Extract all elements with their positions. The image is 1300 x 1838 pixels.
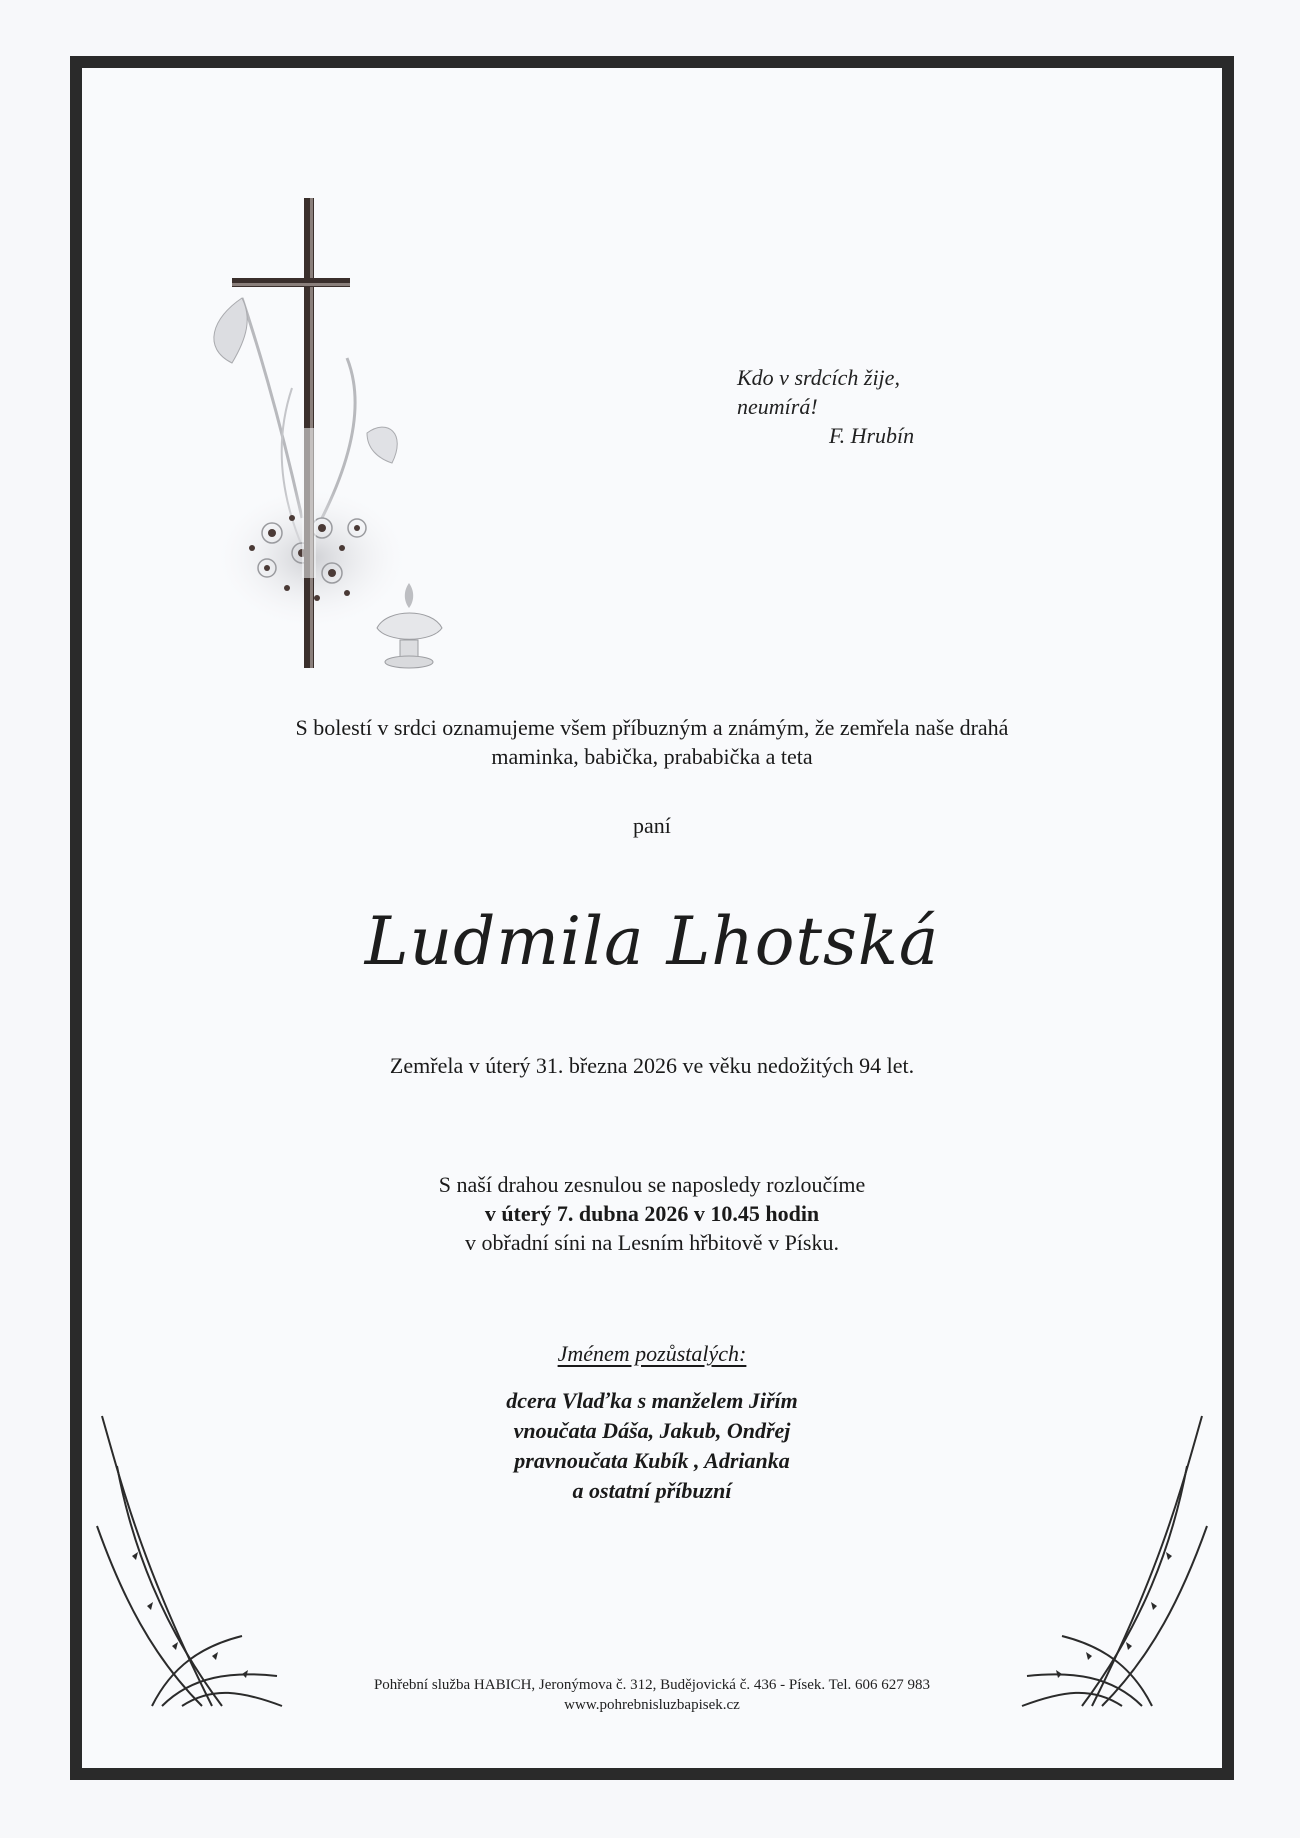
- quote: [737, 363, 914, 450]
- ornament-corner-icon: [92, 1406, 292, 1716]
- cross-with-flowers-icon: [172, 188, 472, 688]
- farewell-date: v úterý 7. dubna 2026 v 10.45 hodin: [484, 1201, 820, 1226]
- death-notice: Zemřela v úterý 31. března 2026 ve věku nedožitých 94 let.: [389, 1053, 915, 1078]
- quote-line-2: neumírá!: [737, 394, 818, 419]
- mourner-line: dcera Vlaďka s manželem Jiřím: [506, 1388, 798, 1413]
- funeral-service-info: Pohřební služba HABICH, Jeronýmova č. 312, Budějovická č. 436 - Písek. Tel. 606 627 983: [373, 1677, 931, 1693]
- funeral-service-website[interactable]: www.pohrebnisluzbapisek.cz: [564, 1697, 740, 1713]
- mourner-line: pravnoučata Kubík , Adrianka: [514, 1448, 790, 1473]
- quote-author: F. Hrubín: [829, 423, 915, 448]
- ornament-corner-icon: [1012, 1406, 1212, 1716]
- announcement-intro: [82, 713, 1222, 771]
- footer: [82, 1675, 1222, 1715]
- quote-line-1: Kdo v srdcích žije,: [737, 365, 900, 390]
- intro-line-1: S bolestí v srdci oznamujeme všem příbuzným a známým, že zemřela naše drahá: [295, 715, 1009, 740]
- honorific: paní: [633, 813, 671, 838]
- farewell-line-1: S naší drahou zesnulou se naposledy rozloučíme: [438, 1172, 866, 1197]
- obituary-card: [70, 56, 1234, 1780]
- mourner-line: a ostatní příbuzní: [572, 1478, 732, 1503]
- mourners-heading: [82, 1341, 1222, 1367]
- mourner-line: vnoučata Dáša, Jakub, Ondřej: [513, 1418, 791, 1443]
- deceased-name: Ludmila Lhotská: [364, 903, 940, 980]
- farewell-place: v obřadní síni na Lesním hřbitově v Písku.: [465, 1230, 839, 1255]
- farewell-info: [82, 1170, 1222, 1257]
- intro-line-2: maminka, babička, prababička a teta: [491, 744, 813, 769]
- mourners-heading-text: Jménem pozůstalých:: [557, 1341, 747, 1366]
